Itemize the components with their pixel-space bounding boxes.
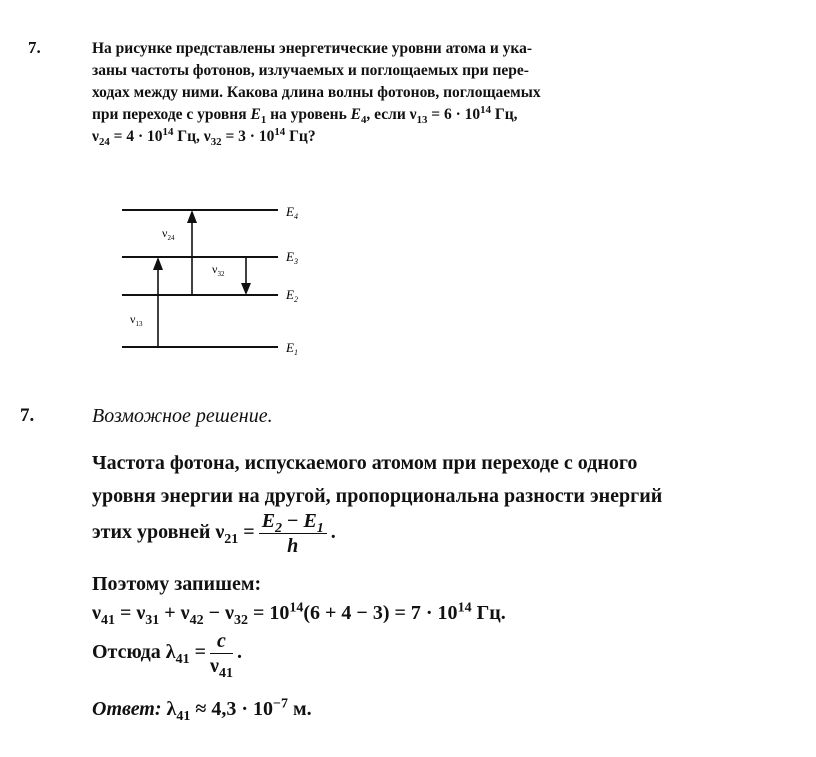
solution-para2: Поэтому запишем: [92,573,262,595]
solution-title: Возможное решение. [92,405,273,427]
problem-line-3: ходах между ними. Какова длина волны фотонов, поглощаемых [92,84,541,101]
level-e1-label: $E_1$ [286,340,298,357]
level-e2-label: $E_2$ [286,287,298,304]
solution-para1-line3: этих уровней $\nu_{21}$ = $\frac{E_2 - E_1}{h}$ . [92,509,336,557]
nu13-label: $\nu_{13}$ [130,312,143,328]
answer-label: Ответ: [92,698,162,720]
solution-para1-line1: Частота фотона, испускаемого атомом при переходе с одного [92,452,638,474]
energy-fraction: $\frac{E_2 - E_1}{h}$ [259,509,327,558]
problem-line-1: На рисунке представлены энергетические уровни атома и ука- [92,40,533,57]
level-e3-label: $E_3$ [286,249,298,266]
problem-number: 7. [28,38,41,57]
nu24-arrowhead [187,210,197,223]
level-e4-label: $E_4$ [286,204,298,221]
solution-number: 7. [20,405,35,426]
solution-formula-lambda: Отсюда $\lambda_{41}$ = $\frac{c}{\nu_{41}}$ . [92,629,242,681]
energy-level-diagram [110,195,340,365]
lambda-fraction: $\frac{c}{\nu_{41}}$ [210,629,233,681]
nu32-label: $\nu_{32}$ [212,262,225,278]
nu32-arrowhead [241,283,251,295]
solution-para1-line2: уровня энергии на другой, пропорциональна разности энергий [92,485,663,507]
problem-text [92,38,592,148]
nu24-label: $\nu_{24}$ [162,226,175,242]
solution-formula-nu41: $\nu_{41} = \nu_{31} + \nu_{42} - \nu_{32} = 10^{14}(6 + 4 - 3) = 7 \cdot 10^{14}$ Гц. [92,600,506,628]
problem-line-5: $\nu_{24} = 4 \cdot 10^{14}$ Гц, $\nu_{32} = 3 \cdot 10^{14}$ Гц? [92,125,316,149]
problem-line-4: при переходе с уровня $E_1$ на уровень $E_4$, если $\nu_{13} = 6 \cdot 10^{14}$ Гц, [92,103,518,127]
problem-line-2: заны частоты фотонов, излучаемых и поглощаемых при пере- [92,62,529,79]
nu13-arrowhead [153,257,163,270]
solution-answer: Ответ: $\lambda_{41} \approx 4,3 \cdot 10^{-7}$ м. [92,696,312,724]
